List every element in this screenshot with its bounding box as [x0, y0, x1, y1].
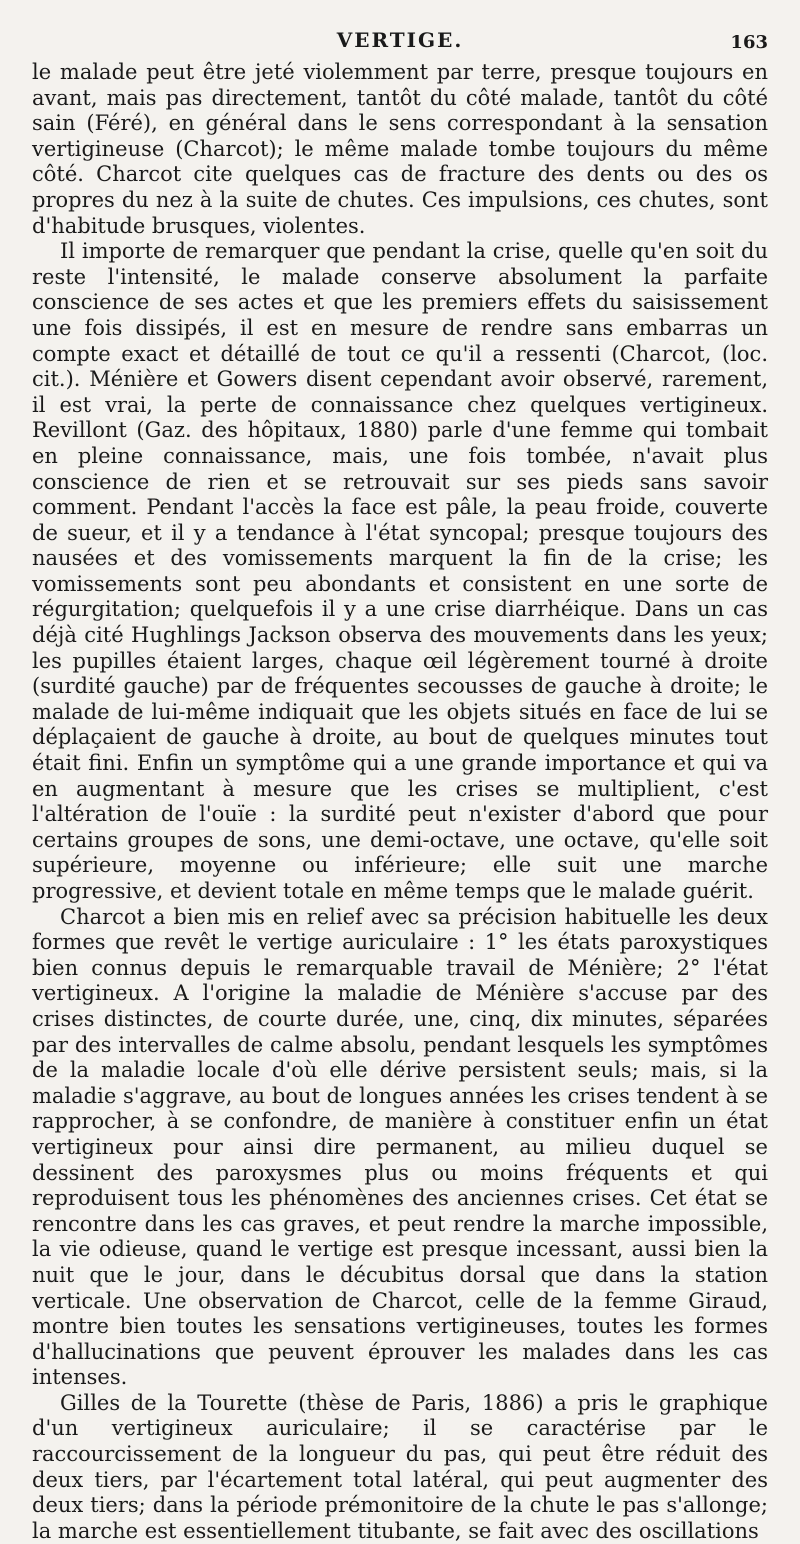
body-text — [32, 60, 768, 1544]
page-number: 163 — [730, 32, 768, 53]
running-title: VERTIGE. — [336, 28, 464, 52]
paragraph-2: Il importe de remarquer que pendant la crise, quelle qu'en soit du reste l'intensité, le malade conserve absolument la parfaite conscience de ses actes et que les premiers effets du saisissement une fois dissipés, il est en mesure de rendre sans embarras un compte exact et détaillé de tout ce qu'il a ressenti (Charcot, (loc. cit.). Ménière et Gowers disent cependant avoir observé, rarement, il est vrai, la perte de connaissance chez quelques vertigineux. Revillont (Gaz. des hôpitaux, 1880) parle d'une femme qui tombait en pleine connaissance, mais, une fois tombée, n'avait plus conscience de rien et se retrouvait sur ses pieds sans savoir comment. Pendant l'accès la face est pâle, la peau froide, couverte de sueur, et il y a tendance à l'état syncopal; presque toujours des nausées et des vomissements marquent la fin de la crise; les vomissements sont peu abondants et consistent en une sorte de régurgitation; quelquefois il y a une crise diarrhéique. Dans un cas déjà cité Hughlings Jackson observa des mouvements dans les yeux; les pupilles étaient larges, chaque œil légèrement tourné à droite (surdité gauche) par de fréquentes secousses de gauche à droite; le malade de lui-même indiquait que les objets situés en face de lui se déplaçaient de gauche à droite, au bout de quelques minutes tout était fini. Enfin un symptôme qui a une grande importance et qui va en augmentant à mesure que les crises se multiplient, c'est l'altération de l'ouïe : la surdité peut n'exister d'abord que pour certains groupes de sons, une demi-octave, une octave, qu'elle soit supérieure, moyenne ou inférieure; elle suit une marche progressive, et devient totale en même temps que le malade guérit. — [32, 239, 768, 903]
paragraph-3: Charcot a bien mis en relief avec sa précision habituelle les deux formes que revêt le vertige auriculaire : 1° les états paroxystiques bien connus depuis le remarquable travail de Ménière; 2° l'état vertigineux. A l'origine la maladie de Ménière s'accuse par des crises distinctes, de courte durée, une, cinq, dix minutes, séparées par des intervalles de calme absolu, pendant lesquels les symptômes de la maladie locale d'où elle dérive persistent seuls; mais, si la maladie s'aggrave, au bout de longues années les crises tendent à se rapprocher, à se confondre, de manière à constituer enfin un état vertigineux pour ainsi dire permanent, au milieu duquel se dessinent des paroxysmes plus ou moins fréquents et qui reproduisent tous les phénomènes des anciennes crises. Cet état se rencontre dans les cas graves, et peut rendre la marche impossible, la vie odieuse, quand le vertige est presque incessant, aussi bien la nuit que le jour, dans le décubitus dorsal que dans la station verticale. Une observation de Charcot, celle de la femme Giraud, montre bien toutes les sensations vertigineuses, toutes les formes d'hallucinations que peuvent éprouver les malades dans les cas intenses. — [32, 904, 768, 1390]
page-header — [32, 22, 768, 60]
paragraph-4: Gilles de la Tourette (thèse de Paris, 1886) a pris le graphique d'un vertigineux auriculaire; il se caractérise par le raccourcissement de la longueur du pas, qui peut être réduit des deux tiers, par l'écartement total latéral, qui peut augmenter des deux tiers; dans la période prémonitoire de la chute le pas s'allonge; la marche est essentiellement titubante, se fait avec des oscillations — [32, 1390, 768, 1543]
paragraph-1: le malade peut être jeté violemment par terre, presque toujours en avant, mais pas directement, tantôt du côté malade, tantôt du côté sain (Féré), en général dans le sens correspondant à la sensation vertigineuse (Charcot); le même malade tombe toujours du même côté. Charcot cite quelques cas de fracture des dents ou des os propres du nez à la suite de chutes. Ces impulsions, ces chutes, sont d'habitude brusques, violentes. — [32, 60, 768, 238]
